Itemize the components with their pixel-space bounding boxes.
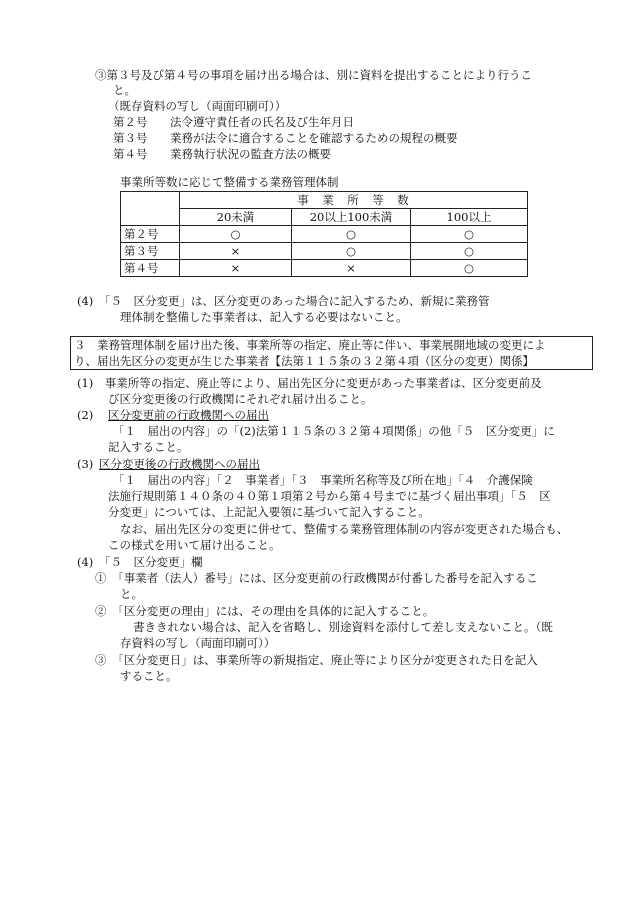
s3-4-c-line1: ③ 「区分変更日」は、事業所等の新規指定、廃止等により区分が変更された日を記入 <box>95 653 538 667</box>
column-header: 20以上100未満 <box>292 209 411 226</box>
s3-2-line2: 記入すること。 <box>108 440 189 454</box>
item3-text-3: 業務が法令に適合することを確認するための規程の概要 <box>170 131 458 145</box>
item4-line1: (4) 「５ 区分変更」は、区分変更のあった場合に記入するため、新規に業務管 <box>77 294 490 308</box>
table-cell: × <box>180 243 292 260</box>
item4-line2: 理体制を整備した事業者は、記入する必要はないこと。 <box>120 310 408 324</box>
item3-no-2: 第２号 <box>113 115 148 129</box>
item3-no-3: 第３号 <box>113 131 148 145</box>
item3-line1: ③第３号及び第４号の事項を届け出る場合は、別に資料を提出することにより行うこ <box>95 68 532 82</box>
table-caption: 事業所等数に応じて整備する業務管理体制 <box>120 175 339 189</box>
item3-no-4: 第４号 <box>113 147 148 161</box>
s3-2-num: (2) <box>77 408 94 422</box>
table-cell: ○ <box>292 226 411 243</box>
s3-3-num: (3) <box>77 457 94 471</box>
item3-text-4: 業務執行状況の監査方法の概要 <box>170 147 331 161</box>
table-cell: ○ <box>411 226 528 243</box>
s3-3-line5: この様式を用いて届け出ること。 <box>108 538 281 552</box>
row-label: 第２号 <box>121 226 180 243</box>
table-cell: ○ <box>180 226 292 243</box>
table-row <box>121 243 528 260</box>
s3-4-b-line3: 存資料の写し（両面印刷可）） <box>120 636 276 650</box>
s3-4-a-line2: と。 <box>120 587 143 601</box>
table-cell: × <box>292 260 411 277</box>
column-header: 20未満 <box>180 209 292 226</box>
s3-4-heading: (4) 「５ 区分変更」欄 <box>77 555 203 569</box>
column-header: 100以上 <box>411 209 528 226</box>
item3-line2: と。 <box>113 83 136 97</box>
s3-3-heading: 区分変更後の行政機関への届出 <box>99 457 260 471</box>
s3-3-line2: 法施行規則第１４０条の４０第１項第２号から第４号までに基づく届出事項」「５ 区 <box>108 489 551 503</box>
table-row <box>121 260 528 277</box>
management-system-table <box>120 191 528 277</box>
item3-note: （既存資料の写し（両面印刷可）） <box>108 99 287 113</box>
table-row <box>121 226 528 243</box>
s3-3-line3: 分変更」については、上記記入要領に基づいて記入すること。 <box>108 505 430 519</box>
section3-line2: り、届出先区分の変更が生じた事業者【法第１１５条の３２第４項（区分の変更）関係】 <box>74 354 534 368</box>
table-cell: × <box>180 260 292 277</box>
s3-1-line2: び区分変更後の行政機関にそれぞれ届け出ること。 <box>108 392 373 406</box>
row-label: 第４号 <box>121 260 180 277</box>
s3-4-c-line2: すること。 <box>120 669 178 683</box>
s3-1-line1: (1) 事業所等の指定、廃止等により、届出先区分に変更があった事業者は、区分変更前及 <box>77 376 542 390</box>
item3-text-2: 法令遵守責任者の氏名及び生年月日 <box>170 115 354 129</box>
section3-line1: ３ 業務管理体制を届け出た後、事業所等の指定、廃止等に伴い、事業展開地域の変更によ <box>74 338 546 352</box>
row-label: 第３号 <box>121 243 180 260</box>
s3-4-b-line1: ② 「区分変更の理由」には、その理由を具体的に記入すること。 <box>95 604 435 618</box>
s3-2-heading: 区分変更前の行政機関への届出 <box>108 408 269 422</box>
s3-3-line4: なお、届出先区分の変更に併せて、整備する業務管理体制の内容が変更された場合も、 <box>120 522 569 536</box>
s3-4-b-line2: 書ききれない場合は、記入を省略し、別途資料を添付して差し支えないこと。（既 <box>133 620 553 634</box>
table-cell: ○ <box>411 260 528 277</box>
table-group-header: 事 業 所 等 数 <box>180 192 528 209</box>
table-cell: ○ <box>411 243 528 260</box>
s3-3-line1: 「１ 届出の内容」「２ 事業者」「３ 事業所名称等及び所在地」「４ 介護保険 <box>113 473 533 487</box>
table-corner <box>121 192 180 226</box>
s3-4-a-line1: ① 「事業者（法人）番号」には、区分変更前の行政機関が付番した番号を記入するこ <box>95 571 538 585</box>
table-cell: ○ <box>292 243 411 260</box>
s3-2-line1: 「１ 届出の内容」の「(2)法第１１５条の３２第４項関係」の他「５ 区分変更」に <box>113 424 555 438</box>
